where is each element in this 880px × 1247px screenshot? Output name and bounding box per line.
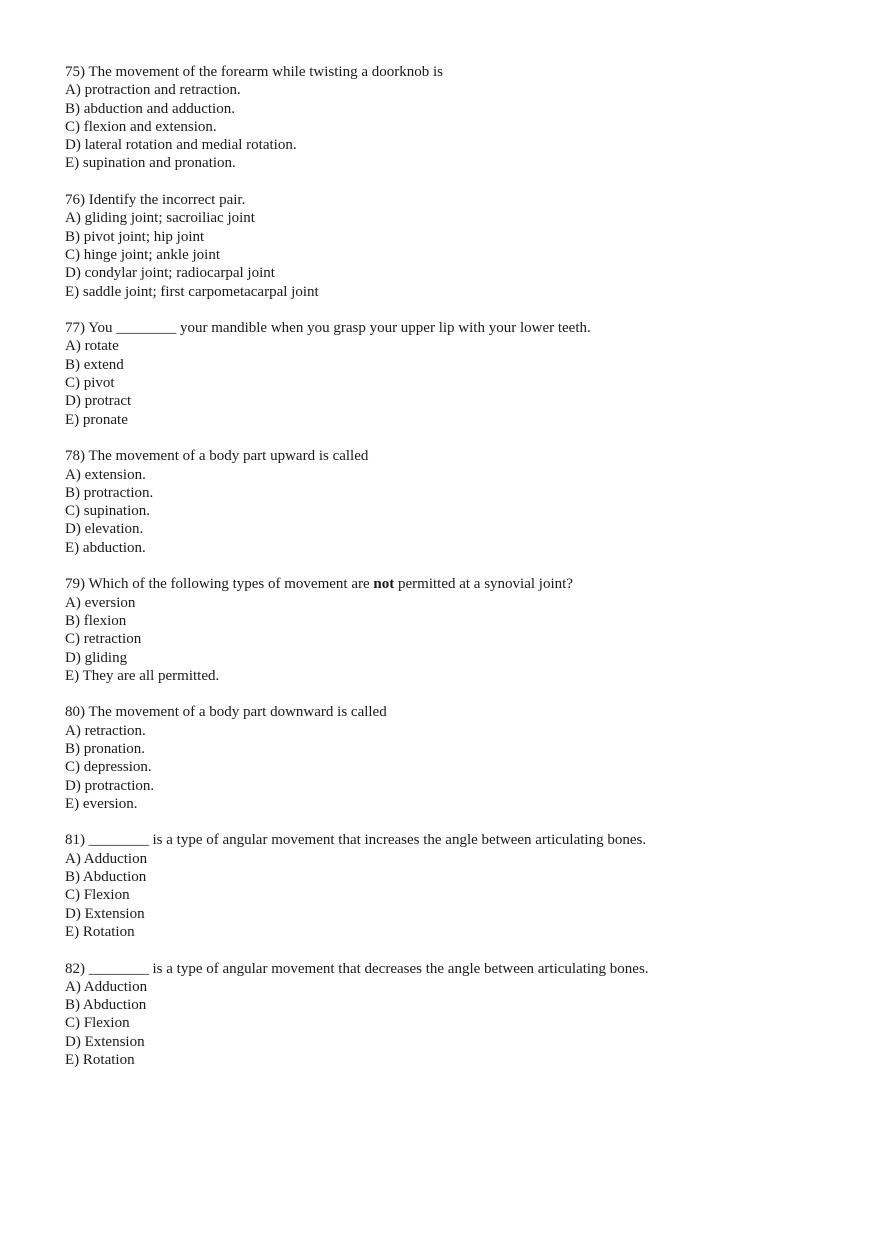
answer-option-a: A) gliding joint; sacroiliac joint	[65, 210, 255, 227]
question-stem: 78) The movement of a body part upward is called	[65, 448, 369, 465]
question-75	[65, 63, 845, 173]
answer-option-c: C) hinge joint; ankle joint	[65, 246, 220, 263]
answer-option-a: A) Adduction	[65, 978, 148, 995]
question-stem: 76) Identify the incorrect pair.	[65, 192, 246, 209]
answer-option-c: C) depression.	[65, 759, 152, 776]
answer-option-e: E) supination and pronation.	[65, 155, 236, 172]
emphasis-not: not	[373, 576, 395, 593]
answer-option-e: E) saddle joint; first carpometacarpal joint	[65, 283, 319, 300]
answer-option-b: B) abduction and adduction.	[65, 100, 235, 117]
answer-option-e: E) Rotation	[65, 1052, 135, 1069]
answer-option-b: B) pivot joint; hip joint	[65, 228, 205, 245]
answer-option-d: D) Extension	[65, 1033, 145, 1050]
question-77	[65, 319, 845, 429]
question-stem: 75) The movement of the forearm while twisting a doorknob is	[65, 64, 443, 80]
question-list	[65, 63, 845, 1088]
question-stem: 79) Which of the following types of movement are not permitted at a synovial joint?	[65, 576, 573, 593]
question-78	[65, 447, 845, 557]
answer-option-e: E) eversion.	[65, 795, 138, 812]
question-82	[65, 960, 845, 1070]
question-80	[65, 703, 845, 813]
question-76	[65, 191, 845, 301]
answer-option-b: B) pronation.	[65, 740, 145, 757]
answer-option-c: C) retraction	[65, 631, 142, 648]
answer-option-a: A) protraction and retraction.	[65, 82, 241, 99]
answer-option-e: E) Rotation	[65, 923, 135, 940]
answer-option-d: D) lateral rotation and medial rotation.	[65, 137, 297, 154]
question-stem: 82) ________ is a type of angular movement that decreases the angle between articulating bones.	[65, 960, 649, 977]
question-79	[65, 575, 845, 685]
answer-option-b: B) protraction.	[65, 484, 154, 501]
answer-option-d: D) Extension	[65, 905, 145, 922]
answer-option-a: A) rotate	[65, 338, 119, 355]
answer-option-a: A) Adduction	[65, 850, 148, 867]
answer-option-c: C) Flexion	[65, 887, 130, 904]
answer-option-d: D) gliding	[65, 649, 128, 666]
answer-option-b: B) Abduction	[65, 869, 147, 886]
answer-option-e: E) pronate	[65, 411, 128, 428]
answer-option-c: C) supination.	[65, 503, 150, 520]
answer-option-a: A) extension.	[65, 466, 146, 483]
answer-option-e: E) They are all permitted.	[65, 667, 220, 684]
question-stem: 81) ________ is a type of angular movement that increases the angle between articulating bones.	[65, 832, 647, 849]
answer-option-d: D) protraction.	[65, 777, 155, 794]
answer-option-d: D) protract	[65, 393, 132, 410]
answer-option-a: A) eversion	[65, 594, 136, 611]
answer-option-c: C) pivot	[65, 375, 115, 392]
answer-option-d: D) condylar joint; radiocarpal joint	[65, 265, 275, 282]
question-stem: 80) The movement of a body part downward is called	[65, 704, 387, 721]
answer-option-b: B) extend	[65, 356, 124, 373]
question-stem: 77) You ________ your mandible when you grasp your upper lip with your lower teeth.	[65, 320, 591, 337]
answer-option-e: E) abduction.	[65, 539, 146, 556]
answer-option-c: C) flexion and extension.	[65, 118, 217, 135]
answer-option-d: D) elevation.	[65, 521, 144, 538]
answer-option-b: B) flexion	[65, 612, 127, 629]
answer-option-a: A) retraction.	[65, 722, 146, 739]
question-81	[65, 831, 845, 941]
answer-option-c: C) Flexion	[65, 1015, 130, 1032]
answer-option-b: B) Abduction	[65, 997, 147, 1014]
